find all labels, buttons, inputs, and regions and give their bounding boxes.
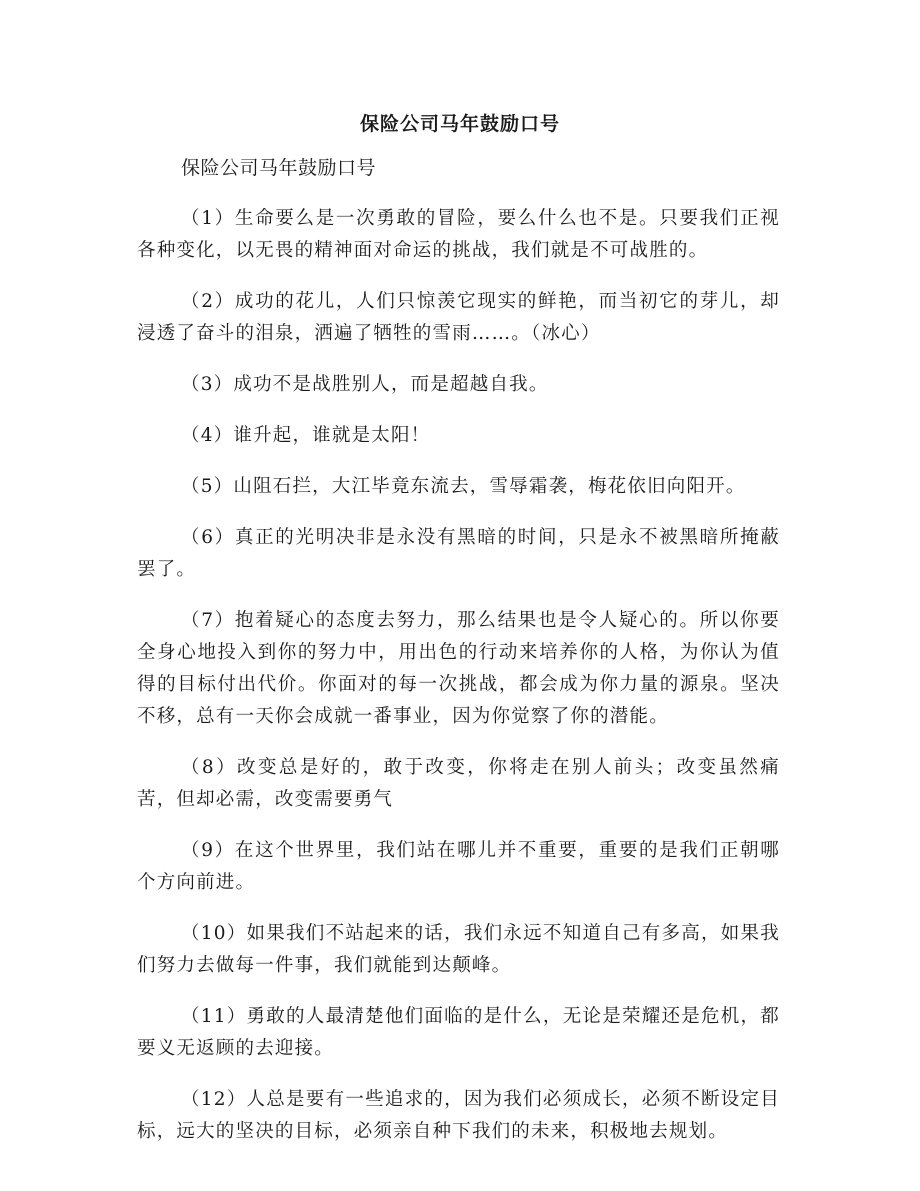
slogan-paragraph-5: （5）山阻石拦，大江毕竟东流去，雪辱霜袭，梅花依旧向阳开。 <box>181 476 746 497</box>
slogan-paragraph-9: （9）在这个世界里，我们站在哪儿并不重要，重要的是我们正朝哪个方向前进。 <box>137 840 780 893</box>
document-body <box>137 152 780 1167</box>
slogan-paragraph-12: （12）人总是要有一些追求的，因为我们必须成长，必须不断设定目标，远大的坚决的目标，必须亲自种下我们的未来，积极地去规划。 <box>137 1089 780 1142</box>
slogan-paragraph-7: （7）抱着疑心的态度去努力，那么结果也是令人疑心的。所以你要全身心地投入到你的努力中，用出色的行动来培养你的人格，为你认为值得的目标付出代价。你面对的每一次挑战，都会成为你力量的源泉。坚决不移，总有一天你会成就一番事业，因为你觉察了你的潜能。 <box>137 610 780 727</box>
slogan-paragraph-10: （10）如果我们不站起来的话，我们永远不知道自己有多高，如果我们努力去做每一件事，我们就能到达颠峰。 <box>137 923 780 976</box>
slogan-paragraph-3: （3）成功不是战胜别人，而是超越自我。 <box>181 374 549 395</box>
document-subtitle: 保险公司马年鼓励口号 <box>181 157 377 179</box>
document-title: 保险公司马年鼓励口号 <box>359 113 560 135</box>
slogan-paragraph-1: （1）生命要么是一次勇敢的冒险，要么什么也不是。只要我们正视各种变化，以无畏的精神面对命运的挑战，我们就是不可战胜的。 <box>137 208 780 261</box>
slogan-paragraph-2: （2）成功的花儿，人们只惊羡它现实的鲜艳，而当初它的芽儿，却浸透了奋斗的泪泉，洒遍了牺牲的雪雨……。（冰心） <box>137 291 780 344</box>
slogan-paragraph-11: （11）勇敢的人最清楚他们面临的是什么，无论是荣耀还是危机，都要义无返顾的去迎接。 <box>137 1006 780 1059</box>
slogan-paragraph-6: （6）真正的光明决非是永没有黑暗的时间，只是永不被黑暗所掩蔽罢了。 <box>137 527 780 580</box>
slogan-paragraph-4: （4）谁升起，谁就是太阳！ <box>181 425 431 446</box>
slogan-paragraph-8: （8）改变总是好的，敢于改变，你将走在别人前头；改变虽然痛苦，但却必需，改变需要勇气 <box>137 757 780 810</box>
